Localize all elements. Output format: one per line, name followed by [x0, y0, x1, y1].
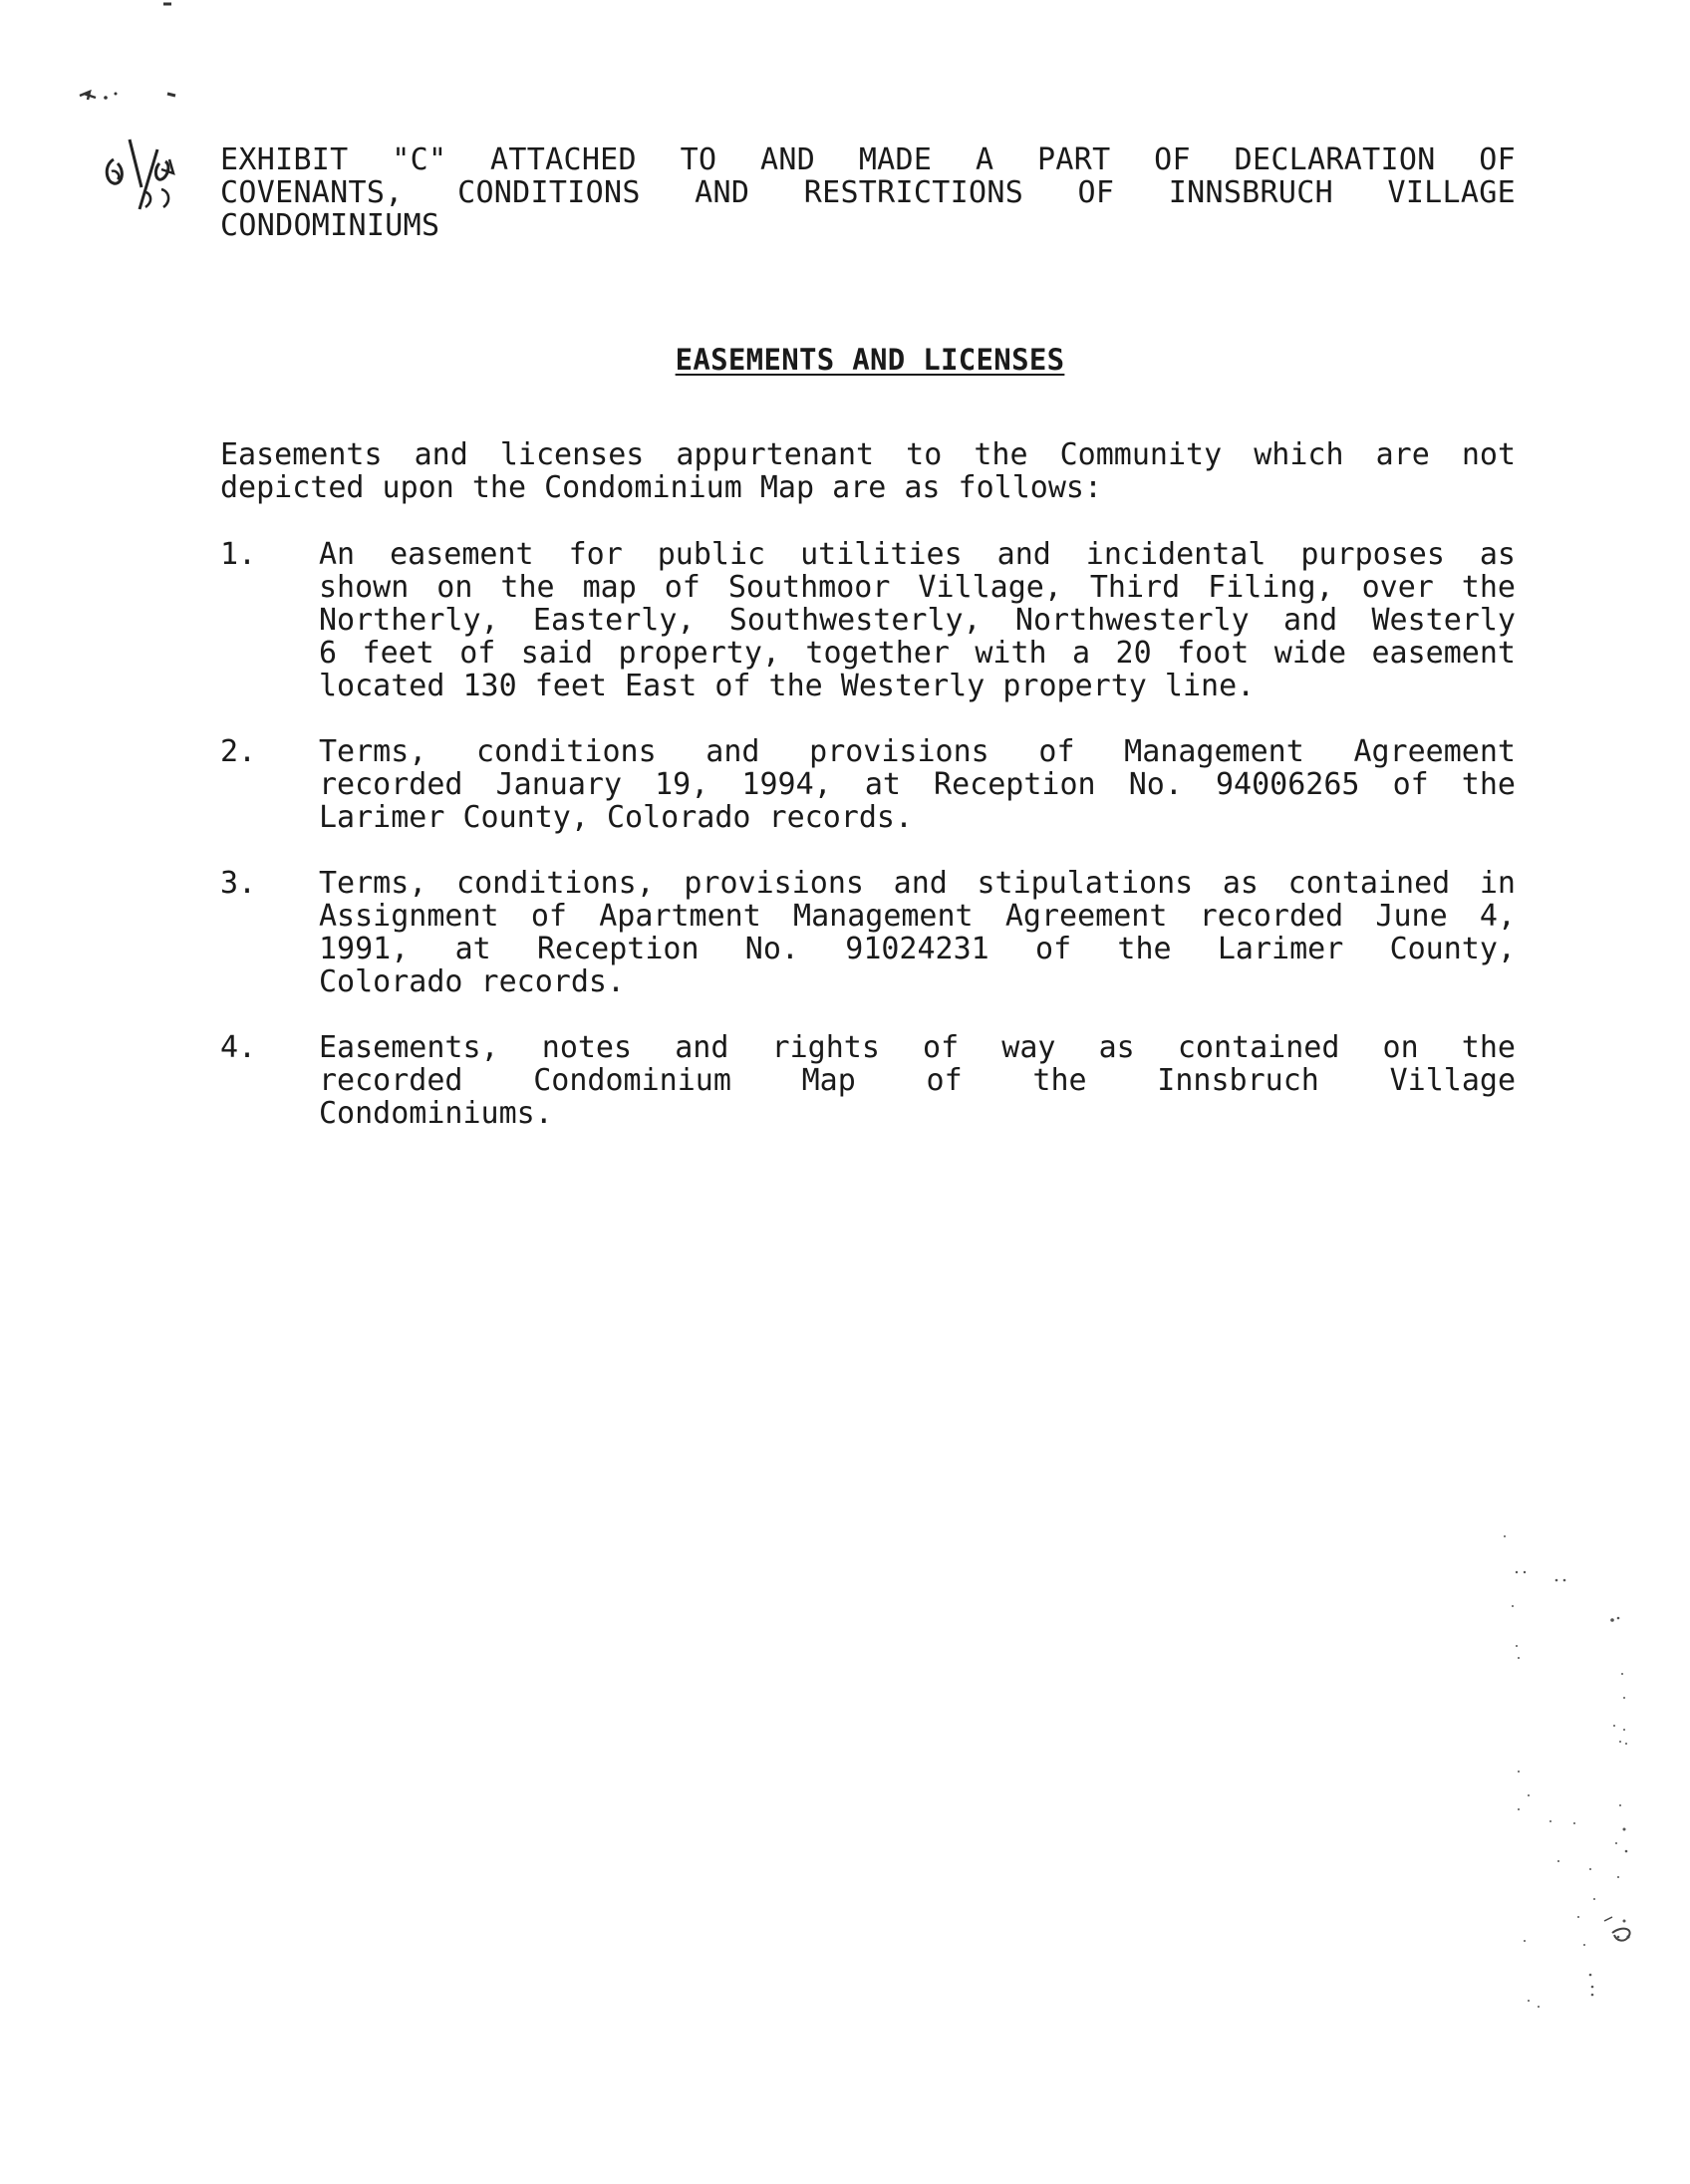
- item-text: [319, 735, 1516, 834]
- item-line: Condominiums.: [319, 1096, 553, 1131]
- item-number: 3.: [220, 866, 257, 901]
- scan-speck-mark: [60, 0, 199, 110]
- item-line: 1991, at Reception No. 91024231 of the Larimer County,: [319, 932, 1516, 966]
- item-line: Terms, conditions and provisions of Management Agreement: [319, 734, 1516, 769]
- item-line: located 130 feet East of the Westerly property line.: [319, 669, 1256, 703]
- intro-line: Easements and licenses appurtenant to the Community which are not: [220, 437, 1516, 472]
- item-text: [319, 867, 1516, 998]
- list-item: [220, 1031, 1516, 1130]
- item-number: 2.: [220, 734, 257, 769]
- item-line: Colorado records.: [319, 964, 626, 999]
- easements-list: [220, 538, 1516, 1163]
- section-title-text: EASEMENTS AND LICENSES: [675, 343, 1065, 377]
- item-line: recorded Condominium Map of the Innsbruch Village: [319, 1063, 1516, 1098]
- item-line: Assignment of Apartment Management Agreement recorded June 4,: [319, 899, 1516, 934]
- list-item: [220, 538, 1516, 702]
- item-line: shown on the map of Southmoor Village, Third Filing, over the: [319, 570, 1516, 605]
- handwritten-initials-mark: [100, 130, 194, 239]
- list-item: [220, 735, 1516, 834]
- list-item: [220, 867, 1516, 998]
- item-line: Terms, conditions, provisions and stipulations as contained in: [319, 866, 1516, 901]
- item-line: An easement for public utilities and incidental purposes as: [319, 537, 1516, 572]
- intro-line: depicted upon the Condominium Map are as follows:: [220, 470, 1103, 505]
- item-text: [319, 538, 1516, 702]
- item-line: recorded January 19, 1994, at Reception No. 94006265 of the: [319, 767, 1516, 802]
- item-text: [319, 1031, 1516, 1130]
- header-line: CONDOMINIUMS: [220, 208, 440, 243]
- header-line: EXHIBIT "C" ATTACHED TO AND MADE A PART OF DECLARATION OF: [220, 142, 1516, 177]
- item-line: Easements, notes and rights of way as contained on the: [319, 1030, 1516, 1065]
- intro-paragraph: [220, 438, 1516, 504]
- scan-noise-mark: [1495, 1534, 1654, 2033]
- header-line: COVENANTS, CONDITIONS AND RESTRICTIONS OF INNSBRUCH VILLAGE: [220, 175, 1516, 210]
- item-line: Larimer County, Colorado records.: [319, 800, 914, 835]
- item-line: Northerly, Easterly, Southwesterly, Northwesterly and Westerly: [319, 603, 1516, 638]
- item-line: 6 feet of said property, together with a 20 foot wide easement: [319, 636, 1516, 671]
- item-number: 1.: [220, 537, 257, 572]
- exhibit-header: [220, 143, 1516, 242]
- section-title: [0, 343, 1690, 377]
- item-number: 4.: [220, 1030, 257, 1065]
